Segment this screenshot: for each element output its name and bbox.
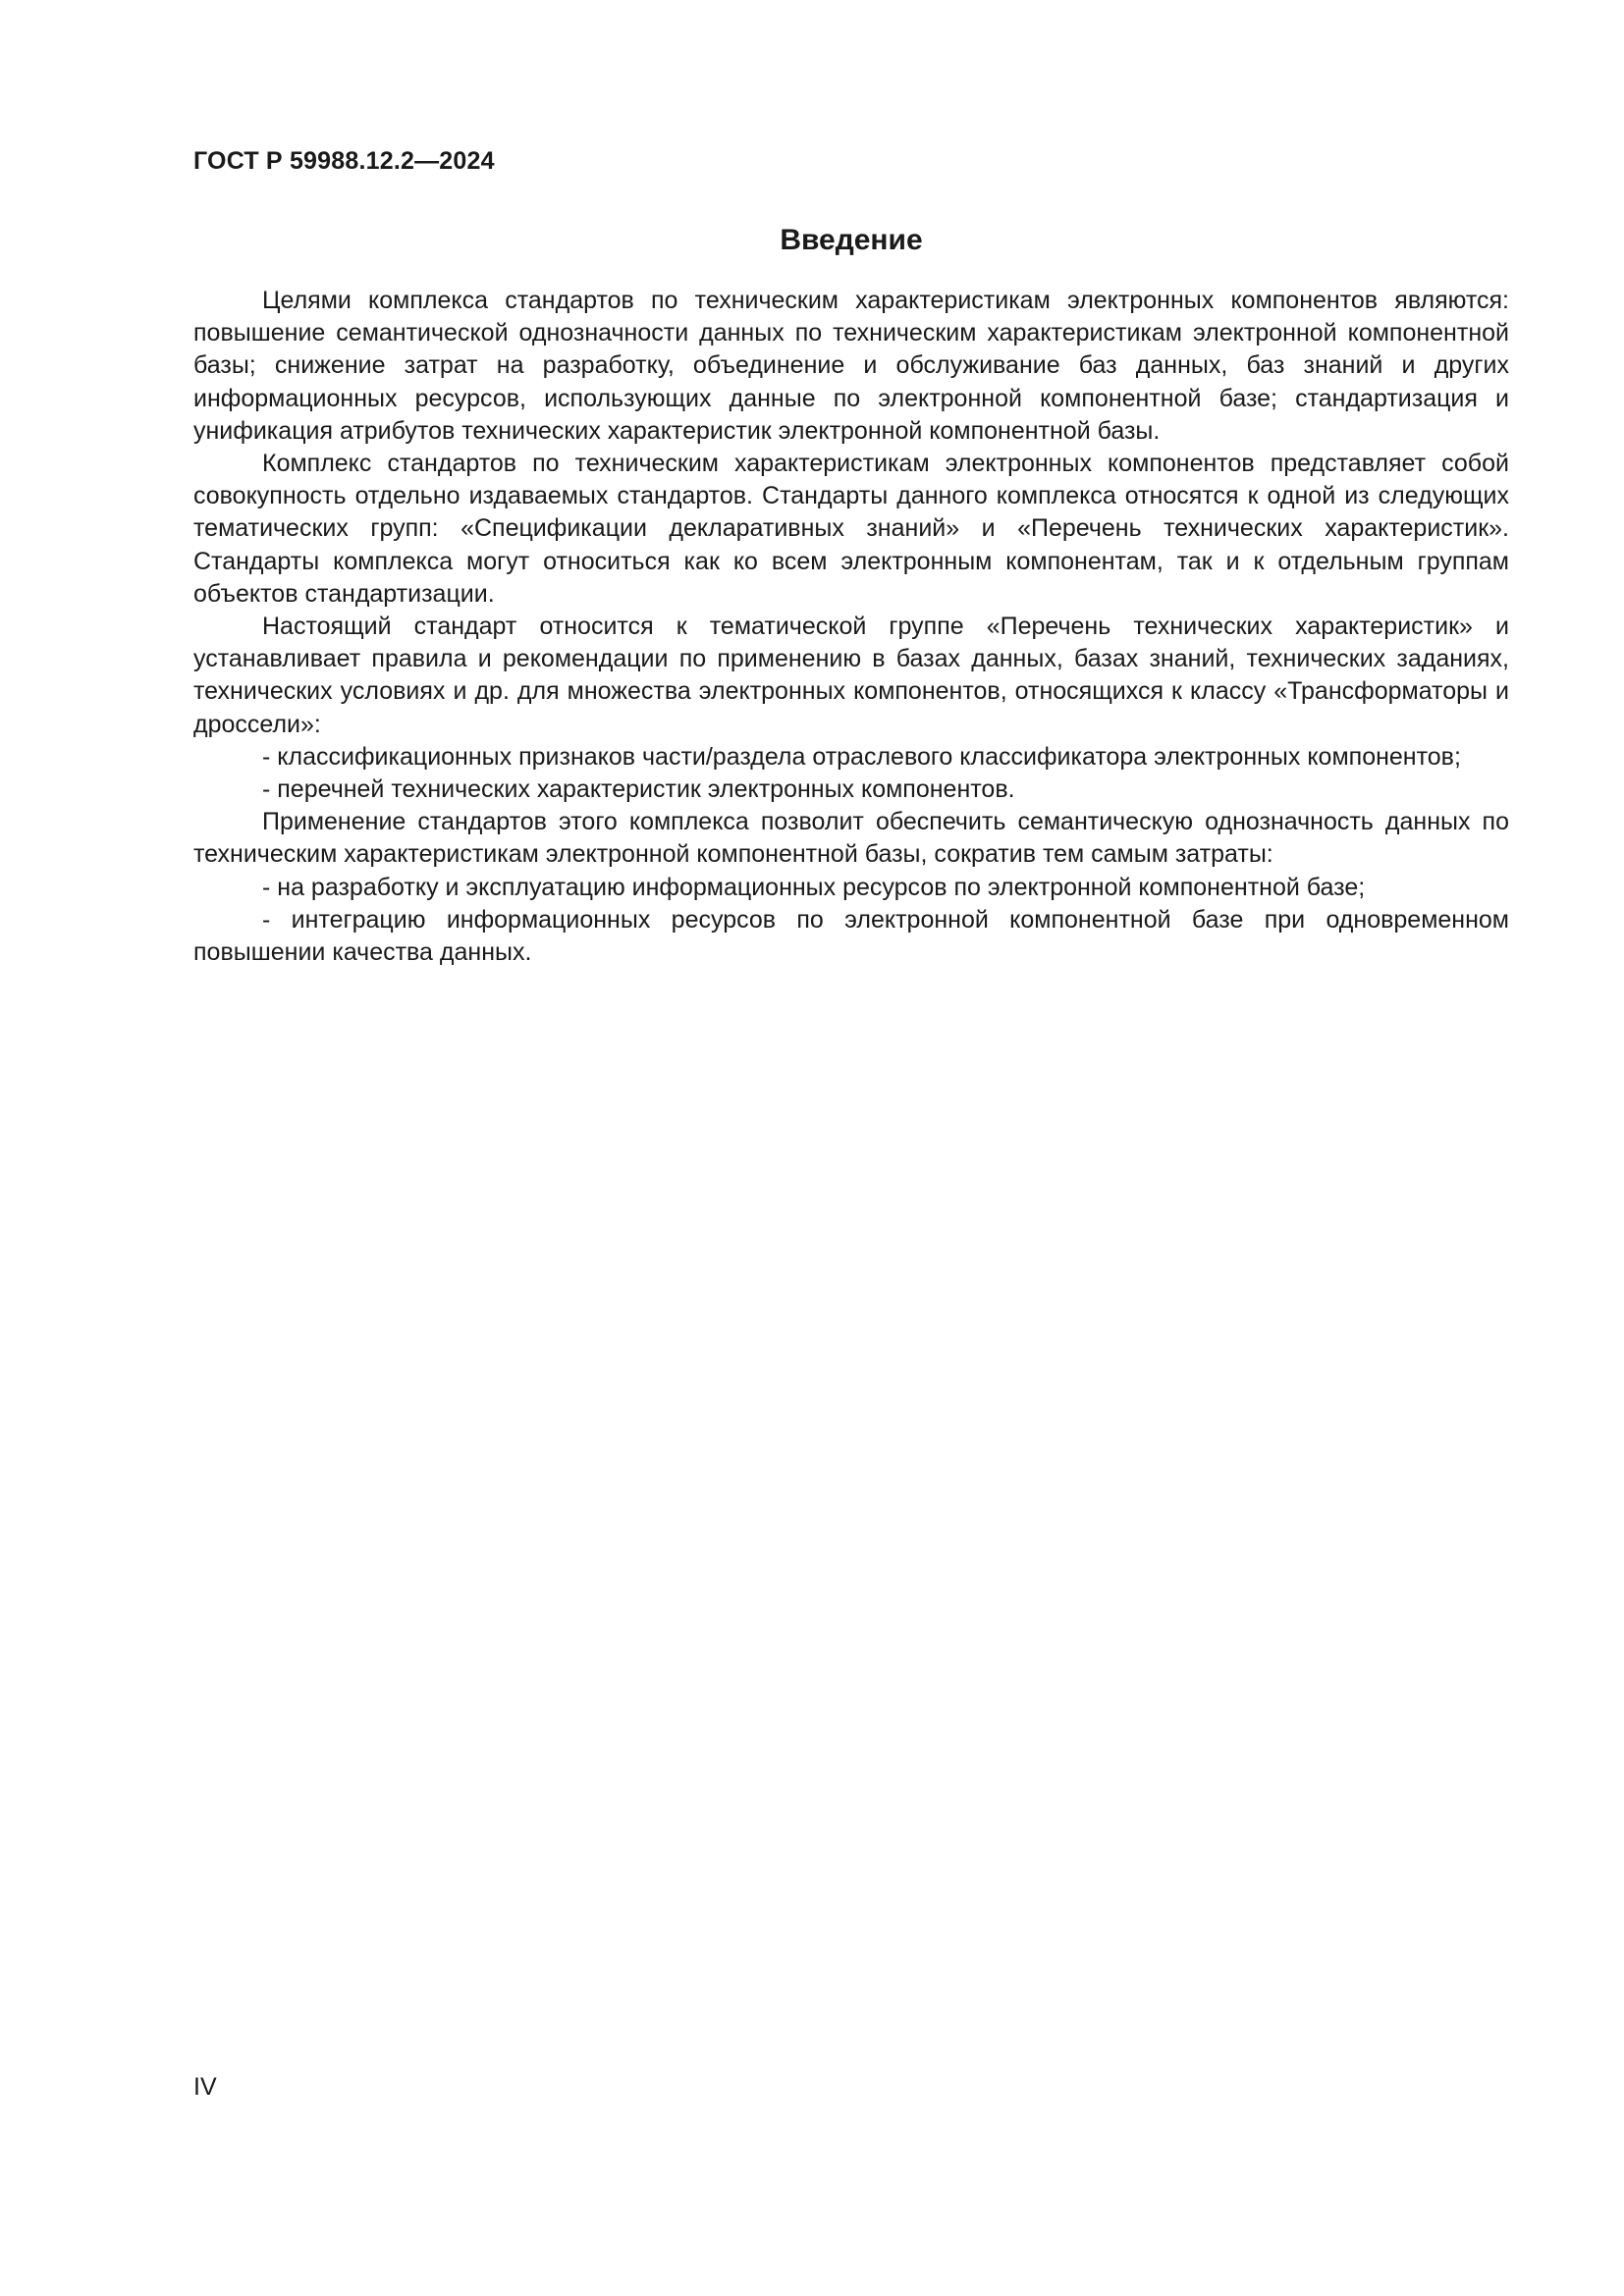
- list-item-classification: - классификационных признаков части/раздела отраслевого классификатора электронных компонентов;: [262, 742, 1461, 771]
- body-text: [193, 285, 1509, 969]
- paragraph-goals: Целями комплекса стандартов по техническим характеристикам электронных компонентов являются: повышение семантической однозначности данных по техническим характеристикам электронной компонентной базы; снижение затрат на разработку, объединение и обслуживание баз данных, баз знаний и других информационных ресурсов, использующих данные по электронной компонентной базе; стандартизация и унификация атрибутов технических характеристик электронной компонентной базы.: [193, 287, 1509, 445]
- list-item-development: - на разработку и эксплуатацию информационных ресурсов по электронной компонентной базе;: [262, 873, 1366, 901]
- list-item-characteristics: - перечней технических характеристик электронных компонентов.: [262, 775, 1015, 804]
- page-number: IV: [193, 2073, 217, 2101]
- section-title: Введение: [780, 224, 923, 256]
- paragraph-scope: Настоящий стандарт относится к тематической группе «Перечень технических характеристик» и устанавливает правила и рекомендации по применению в базах данных, базах знаний, технических заданиях, технических условиях и др. для множества электронных компонентов, относящихся к классу «Трансформаторы и дроссели»:: [193, 613, 1509, 738]
- document-header: ГОСТ Р 59988.12.2—2024: [193, 147, 495, 175]
- paragraph-application: Применение стандартов этого комплекса позволит обеспечить семантическую однозначность данных по техническим характеристикам электронной компонентной базы, сократив тем самым затраты:: [193, 808, 1509, 869]
- list-item-integration: - интеграцию информационных ресурсов по электронной компонентной базе при одновременном повышении качества данных.: [193, 905, 1509, 967]
- paragraph-complex: Комплекс стандартов по техническим характеристикам электронных компонентов представляет собой совокупность отдельно издаваемых стандартов. Стандарты данного комплекса относятся к одной из следующих тематических групп: «Спецификации декларативных знаний» и «Перечень технических характеристик». Стандарты комплекса могут относиться как ко всем электронным компонентам, так и к отдельным группам объектов стандартизации.: [193, 450, 1509, 608]
